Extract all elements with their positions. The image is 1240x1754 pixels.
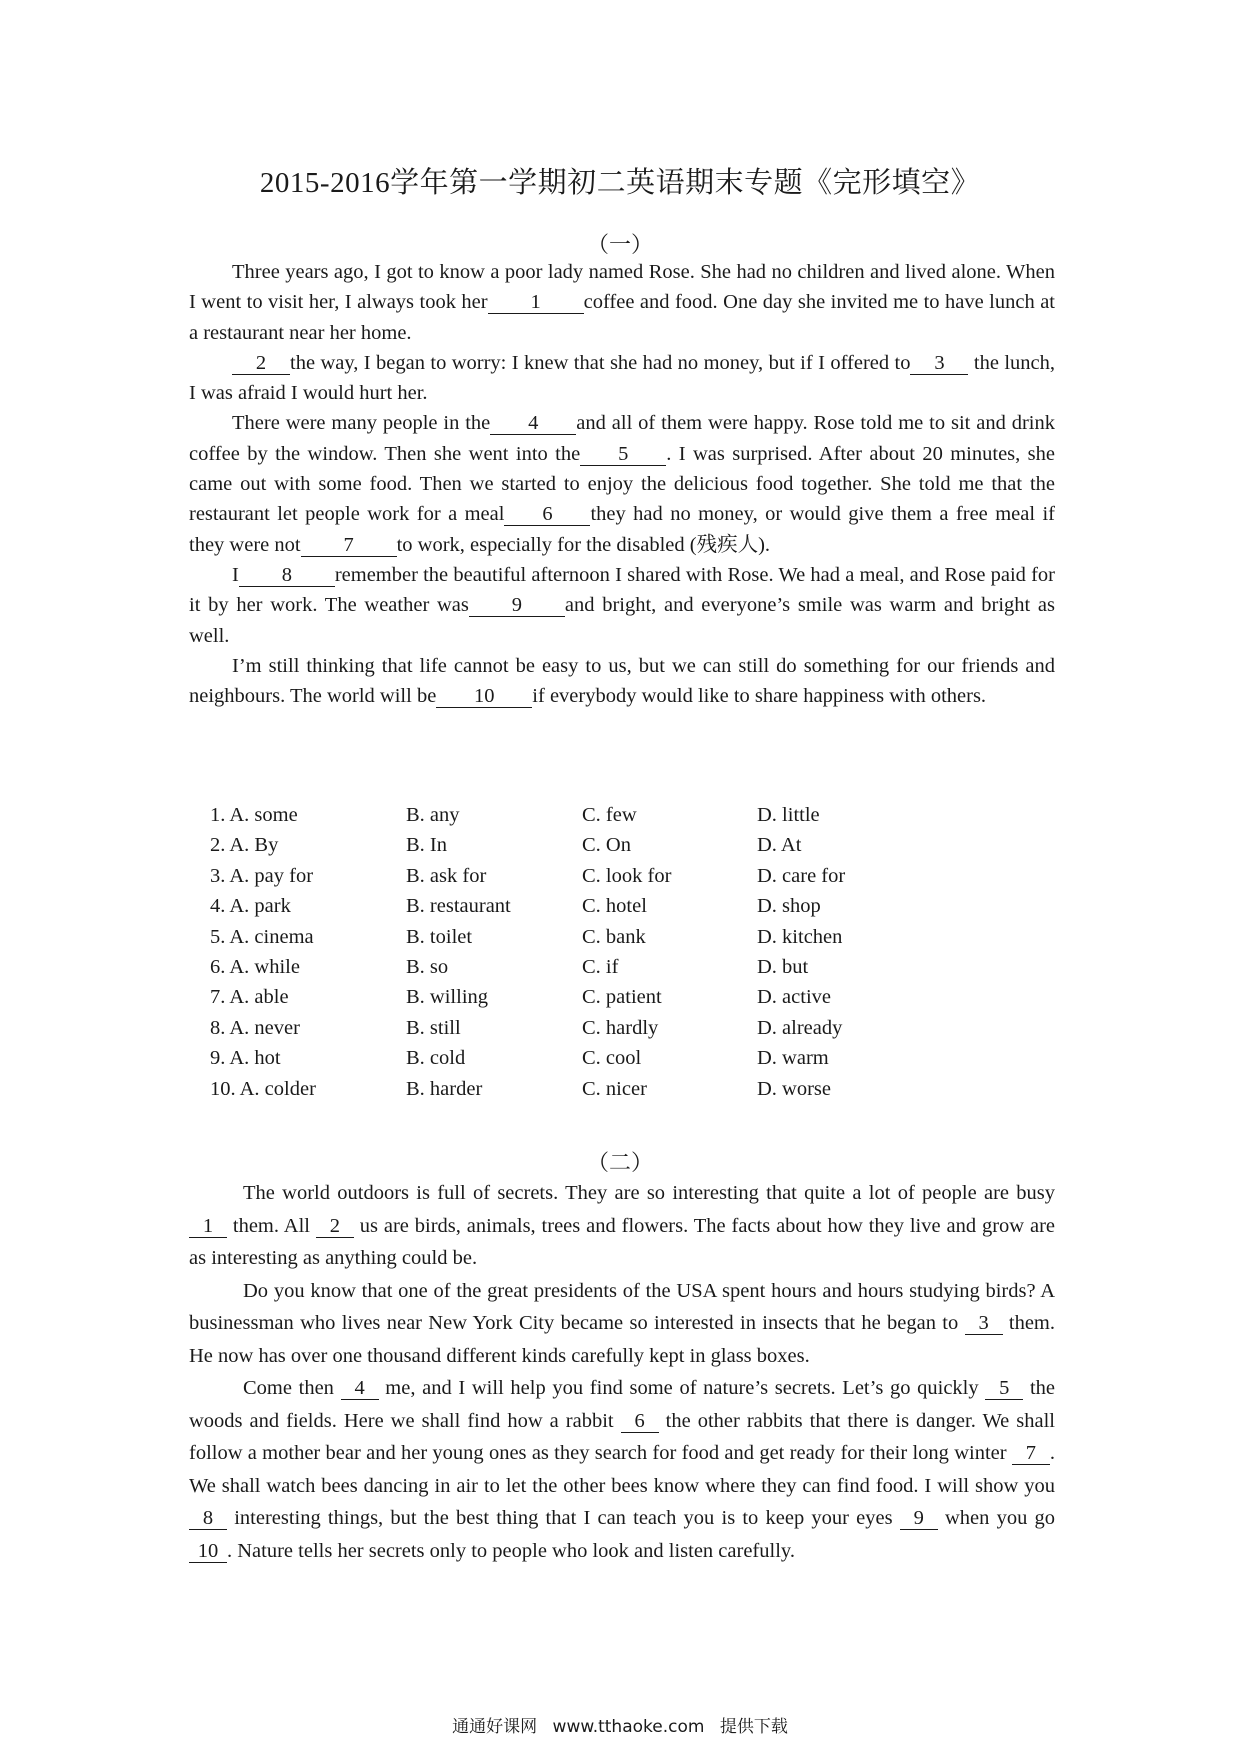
section-1-passage — [189, 257, 1055, 711]
option-row — [210, 1017, 910, 1047]
option-row — [210, 1078, 910, 1108]
answer-blank: 3 — [910, 352, 968, 375]
option-row — [210, 956, 910, 986]
passage-text: . I was surprised. After about 20 minutes, she came out with some food. Then we started to enjoy the delicious food together. She told me that the restaurant let people work for a meal — [189, 442, 1055, 526]
answer-blank: 4 — [341, 1377, 379, 1400]
answer-blank: 5 — [985, 1377, 1023, 1400]
option-a: 4. A. park — [210, 895, 291, 918]
option-b: B. harder — [406, 1077, 483, 1100]
option-c: C. hotel — [582, 895, 647, 918]
passage-text: the other rabbits that there is danger. We shall follow a mother bear and her young ones as they search for food and get ready for their long winter — [189, 1409, 1056, 1464]
answer-blank: 8 — [189, 1507, 227, 1530]
footer-url: www.tthaoke.com — [552, 1717, 705, 1737]
paragraph — [189, 651, 1055, 712]
option-b: B. ask for — [406, 864, 487, 887]
option-row — [210, 986, 910, 1016]
paragraph — [189, 560, 1055, 651]
answer-blank: 5 — [580, 443, 666, 466]
answer-blank: 1 — [488, 291, 584, 314]
section-1-options — [210, 804, 910, 1108]
option-b: B. toilet — [406, 925, 473, 948]
option-c: C. patient — [582, 986, 662, 1009]
footer-site-name: 通通好课网 — [452, 1717, 538, 1737]
option-b: B. so — [406, 955, 449, 978]
passage-text: I’m still thinking that life cannot be easy to us, but we can still do something for our friends and neighbours. The world will be — [189, 654, 1055, 708]
paragraph — [189, 257, 1055, 348]
passage-text: when you go — [945, 1507, 1056, 1529]
section-2-passage — [189, 1177, 1055, 1567]
option-b: B. cold — [406, 1047, 466, 1070]
passage-text: and all of them were happy. Rose told me to sit and drink coffee by the window. Then she went into the — [189, 412, 1055, 465]
option-a: 3. A. pay for — [210, 864, 314, 887]
paragraph — [189, 1275, 1055, 1373]
option-d: D. little — [757, 804, 820, 826]
option-row — [210, 804, 910, 834]
option-c: C. few — [582, 804, 637, 826]
option-a: 1. A. some — [210, 804, 298, 826]
option-c: C. look for — [582, 864, 672, 887]
answer-blank: 8 — [239, 564, 335, 587]
option-a: 2. A. By — [210, 834, 279, 857]
passage-text: me, and I will help you find some of nature’s secrets. Let’s go quickly — [385, 1377, 979, 1399]
passage-text: them. He now has over one thousand different kinds carefully kept in glass boxes. — [189, 1312, 1056, 1367]
option-a: 8. A. never — [210, 1016, 300, 1039]
option-b: B. In — [406, 834, 447, 857]
passage-text: . Nature tells her secrets only to people who look and listen carefully. — [227, 1539, 795, 1562]
option-c: C. On — [582, 834, 631, 857]
option-b: B. still — [406, 1016, 461, 1039]
passage-text: remember the beautiful afternoon I shared with Rose. We had a meal, and Rose paid for it by her work. The weather was — [189, 563, 1055, 617]
option-a: 10. A. colder — [210, 1077, 316, 1100]
answer-blank: 3 — [965, 1312, 1003, 1335]
option-row — [210, 1047, 910, 1077]
option-d: D. shop — [757, 895, 821, 918]
answer-blank: 7 — [1012, 1442, 1050, 1465]
passage-text: us are birds, animals, trees and flowers. The facts about how they live and grow are as interesting as anything could be. — [189, 1214, 1056, 1269]
answer-blank: 9 — [900, 1507, 938, 1530]
option-c: C. nicer — [582, 1077, 647, 1100]
option-row — [210, 926, 910, 956]
option-a: 7. A. able — [210, 986, 289, 1009]
answer-blank: 10 — [189, 1540, 227, 1563]
option-d: D. but — [757, 955, 809, 978]
option-b: B. willing — [406, 986, 489, 1009]
option-b: B. restaurant — [406, 895, 511, 918]
passage-text: Do you know that one of the great presidents of the USA spent hours and hours studying birds? A businessman who lives near New York City became so interested in insects that he began to — [189, 1279, 1055, 1334]
answer-blank: 6 — [621, 1410, 659, 1433]
page-footer — [0, 1712, 1240, 1737]
passage-text: and bright, and everyone’s smile was warm and bright as well. — [189, 594, 1056, 647]
passage-text: to work, especially for the disabled (残疾人). — [396, 533, 771, 556]
option-c: C. bank — [582, 925, 646, 948]
answer-blank: 6 — [504, 503, 590, 526]
option-d: D. worse — [757, 1077, 832, 1100]
option-row — [210, 865, 910, 895]
passage-text: The world outdoors is full of secrets. They are so interesting that quite a lot of people are busy — [243, 1182, 1055, 1204]
section-1-heading: （一） — [586, 232, 653, 257]
passage-text: them. All — [232, 1214, 310, 1237]
option-d: D. kitchen — [757, 925, 843, 948]
page-title: 2015-2016学年第一学期初二英语期末专题《完形填空》 — [259, 167, 981, 199]
option-d: D. At — [757, 834, 802, 857]
option-d: D. already — [757, 1016, 843, 1039]
option-c: C. if — [582, 955, 619, 978]
passage-text: they had no money, or would give them a free meal if they were not — [189, 503, 1055, 556]
passage-text: interesting things, but the best thing that I can teach you is to keep your eyes — [234, 1507, 893, 1529]
option-c: C. cool — [582, 1047, 642, 1070]
paragraph — [189, 348, 1055, 409]
passage-text: the lunch, I was afraid I would hurt her. — [189, 351, 1055, 405]
option-b: B. any — [406, 804, 460, 826]
answer-blank: 4 — [490, 412, 576, 435]
option-a: 9. A. hot — [210, 1047, 281, 1070]
passage-text: Come then — [243, 1377, 334, 1399]
option-c: C. hardly — [582, 1016, 659, 1039]
passage-text: I — [232, 563, 239, 586]
passage-text: the way, I began to worry: I knew that she had no money, but if I offered to — [290, 351, 911, 374]
passage-text: the woods and fields. Here we shall find how a rabbit — [189, 1377, 1056, 1432]
footer-note: 提供下载 — [719, 1717, 788, 1737]
passage-text: coffee and food. One day she invited me to have lunch at a restaurant near her home. — [189, 291, 1055, 344]
passage-text: . We shall watch bees dancing in air to let the other bees know where they can find food. I will show you — [189, 1442, 1056, 1497]
option-a: 5. A. cinema — [210, 925, 314, 948]
option-a: 6. A. while — [210, 955, 300, 978]
passage-text: if everybody would like to share happiness with others. — [532, 685, 987, 708]
answer-blank: 2 — [232, 352, 290, 375]
section-2-heading: （二） — [586, 1150, 653, 1175]
answer-blank: 9 — [469, 594, 565, 617]
option-row — [210, 895, 910, 925]
answer-blank: 7 — [301, 534, 397, 557]
passage-text: Three years ago, I got to know a poor lady named Rose. She had no children and lived alone. When I went to visit her, I always took her — [189, 261, 1055, 314]
option-d: D. warm — [757, 1047, 829, 1070]
answer-blank: 10 — [436, 685, 532, 708]
paragraph — [189, 408, 1055, 559]
answer-blank: 1 — [189, 1215, 227, 1238]
option-d: D. active — [757, 986, 831, 1009]
answer-blank: 2 — [316, 1215, 354, 1238]
option-d: D. care for — [757, 864, 846, 887]
option-row — [210, 834, 910, 864]
paragraph — [189, 1372, 1055, 1567]
paragraph — [189, 1177, 1055, 1275]
passage-text: There were many people in the — [232, 412, 491, 435]
